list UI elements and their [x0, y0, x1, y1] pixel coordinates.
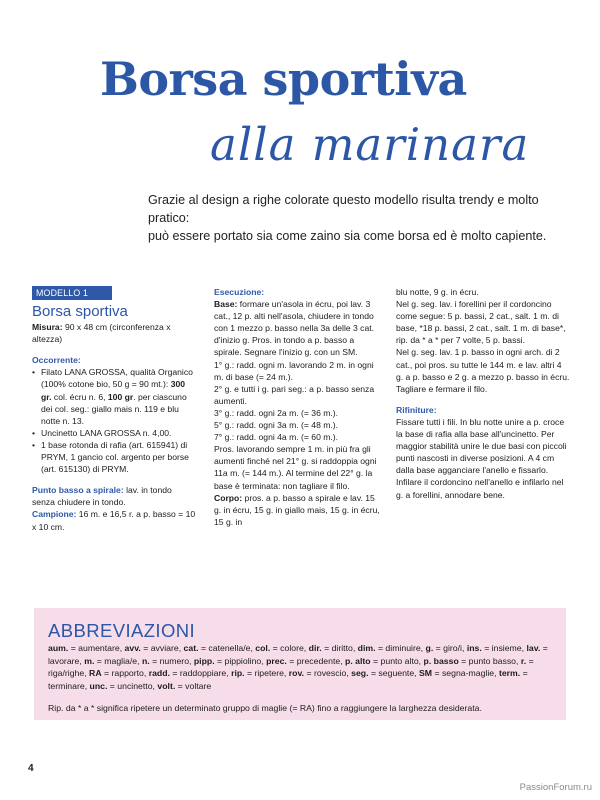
page-number: 4 — [28, 763, 34, 774]
abbreviation-value: = giro/i, — [433, 643, 467, 653]
corpo-paragraph — [214, 492, 384, 528]
abbreviation-entry — [48, 643, 125, 653]
abbreviation-entry — [419, 668, 499, 678]
round-line: Pros. lavorando sempre 1 m. in più fra gli aumenti finché nel 21° g. si raddoppia ogni 11a m. (= 144 m.). Al termine del 22° g. la base è terminata: non tagliare il filo. — [214, 444, 377, 491]
punto-label: Punto basso a spirale: — [32, 485, 124, 496]
abbreviations-box — [34, 608, 566, 720]
base-text: formare un'asola in écru, poi lav. 3 cat., 12 p. alti nell'asola, chiudere in tondo con 1 mezzo p. basso nella 3a delle 3 cat. d'inizio g. Pros. in tondo a p. basso a spirale. Segnare l'inizio g. con un SM. — [214, 299, 375, 358]
abbreviation-key: volt. — [157, 680, 176, 691]
abbreviation-value: = pippiolino, — [214, 655, 267, 666]
abbreviation-value: = rovescio, — [304, 668, 352, 679]
abbreviation-key: prec. — [266, 655, 287, 666]
abbreviation-key: aum. — [48, 643, 69, 653]
item-text: Uncinetto LANA GROSSA n. 4,00. — [41, 427, 172, 438]
abbreviations-title: ABBREVIAZIONI — [48, 620, 196, 641]
abbreviation-value: = terminare, — [48, 668, 528, 691]
abbreviation-entry — [255, 643, 308, 653]
item-text: 1 base rotonda di rafia (art. 615941) di PRYM, 1 gancio col. argento per borse (art. 615130) di PRYM. — [41, 439, 189, 475]
abbreviation-entry — [345, 656, 423, 666]
abbreviation-entry — [467, 643, 527, 653]
abbreviation-key: term. — [498, 668, 521, 679]
punto-line — [32, 484, 197, 508]
round-line: 5° g.: radd. ogni 3a m. (= 48 m.). — [214, 420, 339, 431]
paragraph: Nel g. seg. lav. 1 p. basso in ogni arch. di 2 cat., poi pros. su tutte le 144 m. e lav. altri 4 g. a p. basso e 2 g. a mezzo p. basso in écru. Tagliare e fermare il filo. — [396, 347, 570, 394]
esecuzione-heading: Esecuzione: — [214, 287, 265, 297]
abbreviation-entry — [358, 643, 426, 653]
abbreviation-key: col. — [255, 643, 271, 653]
abbreviation-value: = maglia/e, — [94, 655, 142, 666]
column-title: Borsa sportiva — [32, 303, 128, 321]
list-item — [32, 427, 197, 439]
abbreviation-value: = voltare — [175, 680, 212, 691]
abbreviation-value: = raddoppiare, — [169, 668, 232, 679]
abbreviation-entry — [84, 656, 142, 666]
abbreviation-value: = punto alto, — [370, 655, 424, 666]
abbreviation-entry — [266, 656, 345, 666]
abbreviation-value: = numero, — [149, 655, 194, 666]
round-line: 1° g.: radd. ogni m. lavorando 2 m. in ogni m. di base (= 24 m.). — [214, 359, 374, 382]
abbreviation-key: avv. — [124, 643, 141, 653]
paragraph: Nel g. seg. lav. i forellini per il cordoncino come segue: 5 p. bassi, 2 cat., salt. 1 m. di base, *18 p. bassi, 2 cat., salt. 1 m. di base*, rip. da * a * per 7 volte, 5 p. bassi. — [396, 299, 566, 346]
abbreviations-list — [48, 642, 556, 692]
misura-line — [32, 321, 197, 345]
materials-list — [32, 366, 197, 475]
list-item — [32, 439, 197, 475]
abbreviations-note: Rip. da * a * significa ripetere un determinato gruppo di maglie (= RA) fino a raggiungere la larghezza desiderata. — [48, 703, 482, 713]
round-line: 7° g.: radd. ogni 4a m. (= 60 m.). — [214, 432, 339, 443]
rifiniture-text: Fissare tutti i fili. In blu notte unire a p. croce la base di rafia alla base all'uncinetto. Per maggior stabilità unire le due basi con piccoli punti nascosti in diverse posizioni. A 4 cm dalla base agganciare l'anello e fissarlo. Infilare il cordoncino nell'anello e infilarlo nel g. a forellini, annodare bene. — [396, 416, 567, 500]
abbreviation-key: radd. — [148, 668, 170, 679]
item-text: Filato LANA GROSSA, qualità Organico (100% cotone bio, 50 g = 90 mt.): — [41, 367, 193, 390]
abbreviation-key: g. — [425, 643, 434, 653]
page-title: Borsa sportiva — [100, 52, 467, 106]
item-bold: 100 gr — [107, 391, 134, 402]
abbreviation-entry — [309, 643, 358, 653]
abbreviation-value: = ripetere, — [244, 668, 289, 679]
punto-text: lav. in tondo senza chiudere in tondo. — [32, 485, 172, 508]
abbreviation-key: pipp. — [193, 655, 215, 666]
abbreviation-key: unc. — [89, 680, 108, 691]
abbreviation-entry — [149, 668, 231, 678]
base-paragraph — [214, 298, 384, 358]
abbreviation-value: = diritto, — [321, 643, 358, 653]
abbreviation-entry — [157, 681, 211, 691]
item-bold: 300 gr. — [41, 379, 186, 402]
abbreviation-value: = catenella/e, — [198, 643, 256, 653]
corpo-label: Corpo: — [214, 492, 243, 503]
abbreviation-key: lav. — [526, 643, 541, 653]
rifiniture-heading: Rifiniture: — [396, 404, 437, 415]
occorrente-heading: Occorrente: — [32, 355, 81, 366]
model-badge: MODELLO 1 — [32, 286, 112, 300]
column-execution — [214, 286, 384, 528]
round-line: 2° g. e tutti i g. pari seg.: a p. basso senza aumenti. — [214, 383, 375, 406]
abbreviation-entry — [231, 668, 289, 678]
abbreviation-entry — [90, 681, 158, 691]
abbreviation-entry — [89, 668, 149, 678]
abbreviation-value: = lavorare, — [48, 643, 548, 666]
abbreviation-value: = insieme, — [481, 643, 527, 653]
abbreviation-key: rip. — [231, 668, 245, 679]
abbreviation-entry — [289, 668, 351, 678]
abbreviation-key: SM — [419, 668, 433, 679]
abbreviation-key: rov. — [288, 668, 305, 679]
abbreviation-entry — [351, 668, 419, 678]
misura-label: Misura: — [32, 322, 63, 333]
abbreviation-key: RA — [89, 668, 102, 679]
abbreviation-entry — [184, 643, 256, 653]
abbreviation-entry — [426, 643, 467, 653]
intro-line-2: può essere portato sia come zaino sia come borsa ed è molto capiente. — [148, 229, 547, 243]
item-text: col. écru n. 6, — [51, 391, 108, 402]
abbreviation-value: = segna-maglie, — [432, 668, 499, 679]
column-finishing — [396, 286, 571, 501]
abbreviation-key: ins. — [466, 643, 482, 653]
corpo-text: pros. a p. basso a spirale e lav. 15 g. in écru, 15 g. in giallo mais, 15 g. in écru, 15 g. in — [214, 492, 380, 527]
watermark: PassionForum.ru — [519, 782, 592, 793]
abbreviation-key: p. basso — [423, 655, 459, 666]
item-text: . per ciascuno dei col. seg.: giallo mais n. 119 e blu notte n. 13. — [41, 391, 187, 426]
column-materials — [32, 286, 197, 533]
abbreviation-entry — [142, 656, 194, 666]
abbreviation-key: p. alto — [345, 655, 371, 666]
abbreviation-value: = rapporto, — [101, 668, 149, 679]
abbreviation-key: m. — [84, 655, 95, 666]
intro-paragraph — [148, 191, 568, 245]
abbreviation-value: = diminuire, — [375, 643, 426, 653]
campione-text: 16 m. e 16,5 r. a p. basso = 10 x 10 cm. — [32, 509, 196, 532]
base-label: Base: — [214, 299, 238, 310]
abbreviation-value: = colore, — [270, 643, 309, 653]
campione-label: Campione: — [32, 509, 77, 520]
abbreviation-key: r. — [520, 655, 527, 666]
abbreviation-key: dir. — [308, 643, 322, 653]
abbreviation-key: n. — [141, 655, 150, 666]
abbreviation-value: = avviare, — [140, 643, 184, 653]
abbreviation-entry — [125, 643, 184, 653]
abbreviation-key: cat. — [183, 643, 199, 653]
misura-text: 90 x 48 cm (circonferenza x altezza) — [32, 322, 171, 345]
abbreviation-value: = aumentare, — [68, 643, 125, 653]
abbreviation-value: = seguente, — [368, 668, 420, 679]
paragraph: blu notte, 9 g. in écru. — [396, 287, 479, 297]
abbreviation-key: seg. — [351, 668, 369, 679]
page-subtitle: alla marinara — [210, 118, 530, 171]
round-line: 3° g.: radd. ogni 2a m. (= 36 m.). — [214, 407, 339, 418]
abbreviation-value: = uncinetto, — [107, 680, 158, 691]
list-item — [32, 366, 197, 426]
abbreviation-value: = riga/righe, — [48, 655, 534, 679]
abbreviation-key: dim. — [357, 643, 376, 653]
abbreviation-value: = punto basso, — [458, 655, 521, 666]
campione-line — [32, 508, 197, 532]
intro-line-1: Grazie al design a righe colorate questo modello risulta trendy e molto pratico: — [148, 193, 539, 225]
abbreviation-entry — [424, 656, 521, 666]
abbreviation-entry — [194, 656, 266, 666]
abbreviation-value: = precedente, — [286, 655, 346, 666]
